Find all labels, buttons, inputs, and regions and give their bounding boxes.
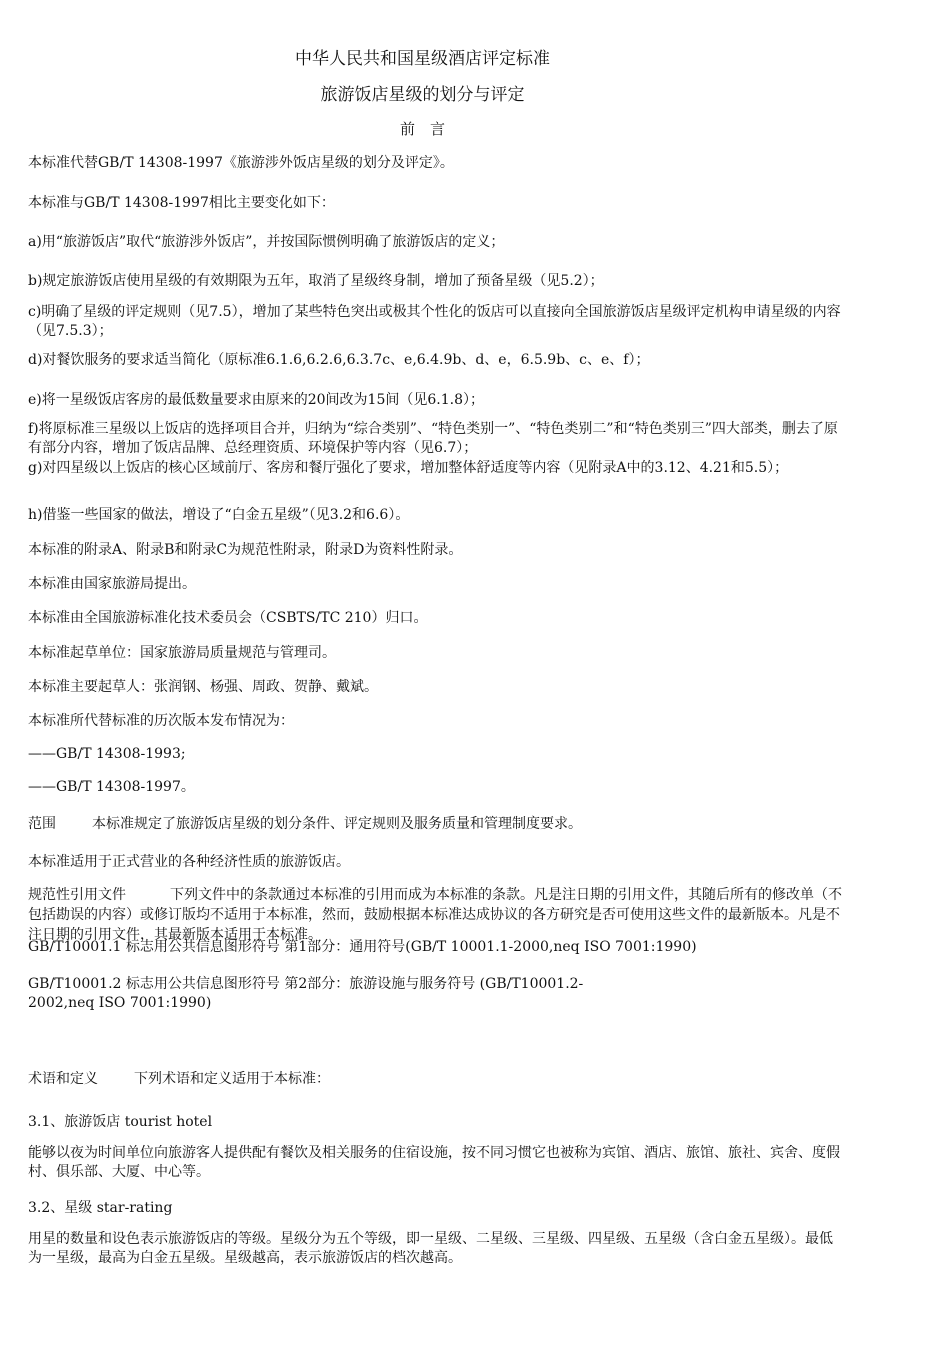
change-item: d)对餐饮服务的要求适当简化（原标准6.1.6,6.2.6,6.3.7c、e,6.4.9b、d、e，6.5.9b、c、e、f）； bbox=[28, 352, 650, 368]
term-definition: 能够以夜为时间单位向旅游客人提供配有餐饮及相关服务的住宿设施，按不同习惯它也被称为宾馆、酒店、旅馆、旅社、宾舍、度假村、俱乐部、大厦、中心等。 bbox=[28, 1145, 840, 1180]
reference-item: GB/T10001.2 标志用公共信息图形符号 第2部分：旅游设施与服务符号 (GB/T10001.2- bbox=[28, 976, 584, 992]
document-title: 中华人民共和国星级酒店评定标准 bbox=[295, 49, 550, 69]
term-definition: 用星的数量和设色表示旅游饭店的等级。星级分为五个等级，即一星级、二星级、三星级、四星级、五星级（含白金五星级）。最低为一星级，最高为白金五星级。星级越高，表示旅游饭店的档次越高。 bbox=[28, 1231, 833, 1266]
superseded-version: ——GB/T 14308-1997。 bbox=[28, 779, 195, 795]
reference-item: GB/T10001.1 标志用公共信息图形符号 第1部分：通用符号(GB/T 10001.1-2000,neq ISO 7001:1990) bbox=[28, 939, 697, 955]
preface-paragraph: 本标准的附录A、附录B和附录C为规范性附录，附录D为资料性附录。 bbox=[28, 542, 463, 558]
preface-paragraph: 本标准代替GB/T 14308-1997《旅游涉外饭店星级的划分及评定》。 bbox=[28, 155, 454, 171]
normative-references-heading: 规范性引用文件 bbox=[28, 887, 126, 903]
preface-heading: 前 言 bbox=[399, 120, 445, 138]
document-subtitle: 旅游饭店星级的划分与评定 bbox=[320, 85, 525, 105]
superseded-version: ——GB/T 14308-1993; bbox=[28, 746, 186, 762]
scope-section bbox=[28, 815, 843, 834]
change-item: a)用“旅游饭店”取代“旅游涉外饭店”，并按国际惯例明确了旅游饭店的定义； bbox=[28, 234, 505, 250]
preface-paragraph: 本标准主要起草人：张润钢、杨强、周政、贺静、戴斌。 bbox=[28, 679, 378, 695]
preface-paragraph: 本标准由全国旅游标准化技术委员会（CSBTS/TC 210）归口。 bbox=[28, 610, 428, 626]
preface-paragraph: 本标准与GB/T 14308-1997相比主要变化如下： bbox=[28, 195, 335, 211]
change-item: e)将一星级饭店客房的最低数量要求由原来的20间改为15间（见6.1.8）； bbox=[28, 392, 484, 408]
change-item: c)明确了星级的评定规则（见7.5），增加了某些特色突出或极其个性化的饭店可以直接向全国旅游饭店星级评定机构申请星级的内容（见7.5.3）； bbox=[28, 304, 841, 339]
reference-item: 2002,neq ISO 7001:1990) bbox=[28, 995, 212, 1011]
scope-heading: 范围 bbox=[28, 816, 56, 832]
change-item: g)对四星级以上饭店的核心区域前厅、客房和餐厅强化了要求，增加整体舒适度等内容（见附录A中的3.12、4.21和5.5）； bbox=[28, 460, 789, 476]
preface-paragraph: 本标准起草单位：国家旅游局质量规范与管理司。 bbox=[28, 645, 336, 661]
terms-section bbox=[28, 1070, 843, 1089]
terms-intro: 下列术语和定义适用于本标准： bbox=[134, 1071, 330, 1087]
normative-references-section bbox=[28, 885, 843, 945]
scope-applies: 本标准适用于正式营业的各种经济性质的旅游饭店。 bbox=[28, 854, 350, 870]
scope-text: 本标准规定了旅游饭店星级的划分条件、评定规则及服务质量和管理制度要求。 bbox=[92, 816, 582, 832]
change-item: f)将原标准三星级以上饭店的选择项目合并，归纳为“综合类别”、“特色类别一”、“特色类别二”和“特色类别三”四大部类，删去了原有部分内容，增加了饭店品牌、总经理资质、环境保护等内容（见6.7）； bbox=[28, 421, 838, 456]
preface-paragraph: 本标准所代替标准的历次版本发布情况为： bbox=[28, 713, 294, 729]
term-heading: 3.2、星级 star-rating bbox=[28, 1200, 173, 1216]
change-item: h)借鉴一些国家的做法，增设了“白金五星级”（见3.2和6.6）。 bbox=[28, 507, 410, 523]
preface-paragraph: 本标准由国家旅游局提出。 bbox=[28, 576, 196, 592]
terms-heading: 术语和定义 bbox=[28, 1071, 98, 1087]
term-heading: 3.1、旅游饭店 tourist hotel bbox=[28, 1114, 213, 1130]
change-item: b)规定旅游饭店使用星级的有效期限为五年，取消了星级终身制，增加了预备星级（见5.2）； bbox=[28, 273, 604, 289]
normative-references-text: 下列文件中的条款通过本标准的引用而成为本标准的条款。凡是注日期的引用文件，其随后所有的修改单（不包括勘误的内容）或修订版均不适用于本标准，然而，鼓励根据本标准达成协议的各方研究是否可使用这些文件的最新版本。凡是不注日期的引用文件，其最新版本适用于本标准。 bbox=[28, 887, 842, 943]
